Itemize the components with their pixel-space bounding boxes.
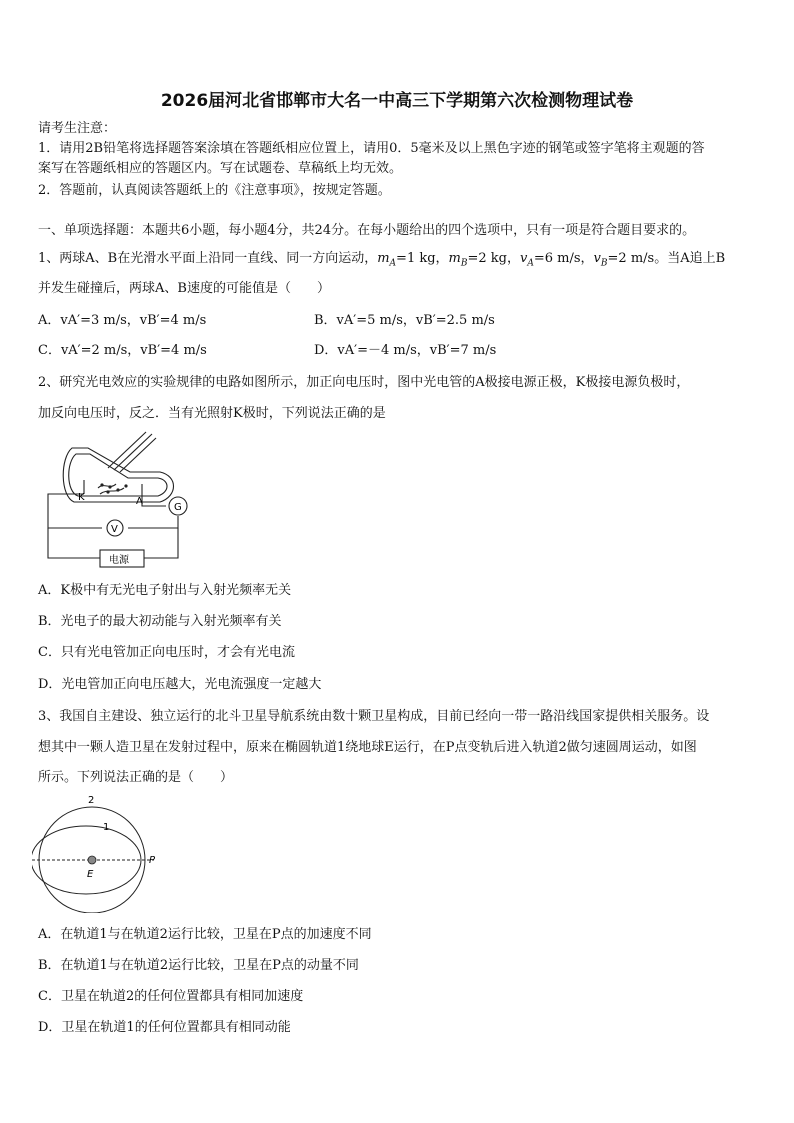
electron-3 (106, 490, 109, 493)
electron-2 (108, 485, 111, 488)
electron-5 (124, 484, 127, 487)
wire-right-bottom (144, 528, 178, 558)
q1-stem-text: 1、两球A、B在光滑水平面上沿同一直线、同一方向运动， (38, 251, 378, 266)
q2-stem-line-2: 加反向电压时，反之．当有光照射K极时，下列说法正确的是 (38, 406, 386, 421)
light-ray-3 (120, 438, 156, 472)
q1-mass-a-symbol: $m_A$ (377, 251, 397, 269)
q1-mass-b-symbol: $m_B$ (448, 251, 468, 269)
q1-stem-line-2: 并发生碰撞后，两球A、B速度的可能值是（ ） (38, 281, 330, 296)
label-g: G (174, 502, 182, 513)
q2-option-a: A．K极中有无光电子射出与入射光频率无关 (38, 583, 292, 598)
q1-option-a: A．vA′=3 m/s，vB′=4 m/s (38, 313, 207, 328)
wire-right-top (128, 516, 178, 528)
q1-vel-a-symbol: $v_A$ (520, 251, 534, 269)
q1-mass-b: =2 kg， (467, 251, 520, 266)
electron-4 (116, 488, 119, 491)
earth-symbol (88, 856, 96, 864)
wire-left-bottom (48, 528, 100, 558)
q1-option-b: B．vA′=5 m/s，vB′=2.5 m/s (314, 313, 495, 328)
q1-vel-b: =2 m/s。当A追上B (607, 251, 726, 266)
notice-heading: 请考生注意： (38, 121, 117, 136)
exam-title: 2026届河北省邯郸市大名一中高三下学期第六次检测物理试卷 (160, 91, 634, 111)
q1-stem-line-1 (38, 250, 725, 273)
electron-1 (100, 483, 103, 486)
orbit-diagram (32, 793, 162, 913)
q3-stem-line-3: 所示。下列说法正确的是（ ） (38, 770, 234, 785)
q1-option-c: C．vA′=2 m/s，vB′=4 m/s (38, 343, 207, 358)
q3-option-c: C．卫星在轨道2的任何位置都具有相同加速度 (38, 989, 304, 1004)
q3-option-b: B．在轨道1与在轨道2运行比较，卫星在P点的动量不同 (38, 958, 359, 973)
label-e: E (87, 869, 94, 880)
label-v: V (111, 524, 118, 535)
q3-option-a: A．在轨道1与在轨道2运行比较，卫星在P点的加速度不同 (38, 927, 372, 942)
q2-option-b: B．光电子的最大初动能与入射光频率有关 (38, 614, 282, 629)
label-p: P (149, 855, 156, 866)
notice-item-1-line-2: 案写在答题纸相应的答题区内。写在试题卷、草稿纸上均无效。 (38, 161, 403, 176)
q3-stem-line-1: 3、我国自主建设、独立运行的北斗卫星导航系统由数十颗卫星构成，目前已经向一带一路沿线国家提供相关服务。设 (38, 709, 710, 724)
q2-option-d: D．光电管加正向电压越大，光电流强度一定越大 (38, 677, 322, 692)
notice-item-1-line-1: 1．请用2B铅笔将选择题答案涂填在答题纸相应位置上，请用0．5毫米及以上黑色字迹的钢笔或签字笔将主观题的答 (38, 141, 705, 156)
wire-left-top (48, 494, 102, 528)
photoelectric-circuit-diagram (38, 428, 198, 573)
q3-option-d: D．卫星在轨道1的任何位置都具有相同动能 (38, 1020, 291, 1035)
q2-stem-line-1: 2、研究光电效应的实验规律的电路如图所示，加正向电压时，图中光电管的A极接电源正极，K极接电源负极时， (38, 375, 690, 390)
q1-vel-b-symbol: $v_B$ (593, 251, 608, 269)
q3-stem-line-2: 想其中一颗人造卫星在发射过程中，原来在椭圆轨道1绕地球E运行，在P点变轨后进入轨道2做匀速圆周运动，如图 (38, 740, 697, 755)
q1-mass-a: =1 kg， (396, 251, 449, 266)
section-heading: 一、单项选择题：本题共6小题，每小题4分，共24分。在每小题给出的四个选项中，只有一项是符合题目要求的。 (38, 223, 696, 238)
label-orbit-1: 1 (103, 822, 110, 833)
q1-vel-a: =6 m/s， (533, 251, 594, 266)
light-ray-2 (114, 434, 152, 470)
label-a: A (136, 496, 143, 507)
label-orbit-2: 2 (88, 795, 95, 806)
label-power: 电源 (109, 555, 129, 566)
notice-item-2: 2．答题前，认真阅读答题纸上的《注意事项》，按规定答题。 (38, 183, 391, 198)
electron-path-2 (100, 488, 124, 494)
q2-option-c: C．只有光电管加正向电压时，才会有光电流 (38, 645, 295, 660)
q1-option-d: D．vA′=－4 m/s，vB′=7 m/s (314, 343, 497, 358)
label-k: K (78, 492, 85, 503)
